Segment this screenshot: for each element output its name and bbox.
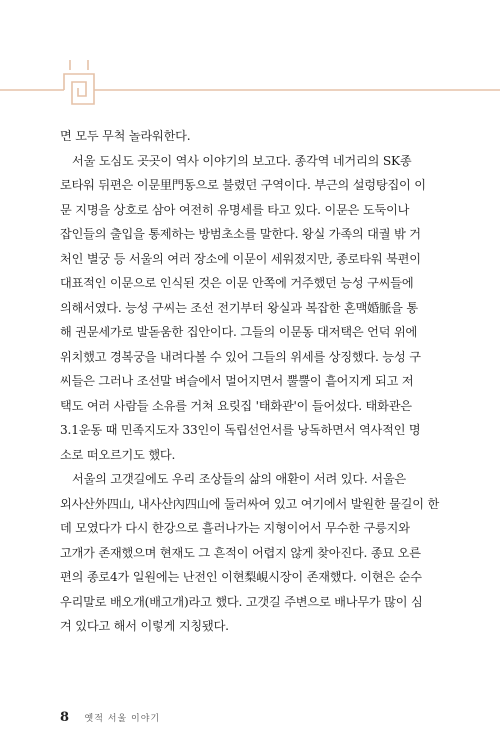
- paragraph-line: 대표적인 이문으로 인식된 것은 이문 안쪽에 거주했던 능성 구씨들에: [60, 276, 414, 290]
- paragraph-line: 해 권문세가로 발돋움한 집안이다. 그들의 이문동 대저택은 언덕 위에: [60, 325, 418, 339]
- paragraph-line: 씨들은 그러나 조선말 벼슬에서 멀어지면서 뿔뿔이 흩어지게 되고 저: [60, 374, 414, 388]
- paragraph-line: 위치했고 경복궁을 내려다볼 수 있어 그들의 위세를 상징했다. 능성 구: [60, 349, 421, 364]
- paragraph-line: 서울의 고갯길에도 우리 조상들의 삶의 애환이 서려 있다. 서울은: [72, 472, 406, 486]
- paragraph-line: 고개가 존재했으며 현재도 그 흔적이 어렵지 않게 찾아진다. 종묘 오른: [60, 545, 421, 560]
- page-body: [60, 124, 440, 639]
- paragraph-3: [60, 467, 440, 639]
- paragraph-line: 의해서였다. 능성 구씨는 조선 전기부터 왕실과 복잡한 혼맥婚脈을 통: [60, 300, 418, 315]
- paragraph-line: 로타워 뒤편은 이문里門동으로 불렸던 구역이다. 부근의 설렁탕집이 이: [60, 178, 426, 192]
- paragraph-line: 3.1운동 때 민족지도자 33인이 독립선언서를 낭독하면서 역사적인 명: [60, 423, 421, 437]
- paragraph-2: [60, 149, 440, 468]
- paragraph-line: 처인 별궁 등 서울의 여러 장소에 이문이 세워졌지만, 종로타워 북편이: [60, 251, 421, 266]
- paragraph-line: 잡인들의 출입을 통제하는 방범초소를 말한다. 왕실 가족의 대궐 밖 거: [60, 227, 421, 241]
- paragraph-line: 데 모였다가 다시 한강으로 흘러나가는 지형이어서 무수한 구릉지와: [60, 521, 410, 535]
- paragraph-line: 우리말로 배오개(배고개)라고 했다. 고갯길 주변으로 배나무가 많이 심: [60, 594, 423, 609]
- header-ornament: [0, 0, 500, 110]
- paragraph-line: 문 지명을 상호로 삼아 여전히 유명세를 타고 있다. 이문은 도둑이나: [60, 202, 410, 217]
- paragraph-line: 외사산外四山, 내사산內四山에 둘러싸여 있고 여기에서 발원한 물길이 한: [60, 496, 440, 511]
- paragraph-line: 소로 떠오르기도 했다.: [60, 447, 176, 462]
- paragraph-line: 면 모두 무척 놀라워한다.: [60, 129, 191, 143]
- running-title: 옛적 서울 이야기: [84, 714, 161, 724]
- paragraph-1: [60, 124, 440, 149]
- page-footer: [60, 710, 160, 725]
- page-number: 8: [60, 710, 70, 725]
- lattice-corner-icon: [0, 60, 500, 104]
- paragraph-line: 택도 여러 사람들 소유를 거쳐 요릿집 '태화관'이 들어섰다. 태화관은: [60, 398, 412, 413]
- paragraph-line: 편의 종로4가 일원에는 난전인 이현梨峴시장이 존재했다. 이현은 순수: [60, 570, 422, 584]
- paragraph-line: 서울 도심도 곳곳이 역사 이야기의 보고다. 종각역 네거리의 SK종: [72, 153, 412, 168]
- paragraph-line: 겨 있다고 해서 이렇게 지칭됐다.: [60, 619, 229, 633]
